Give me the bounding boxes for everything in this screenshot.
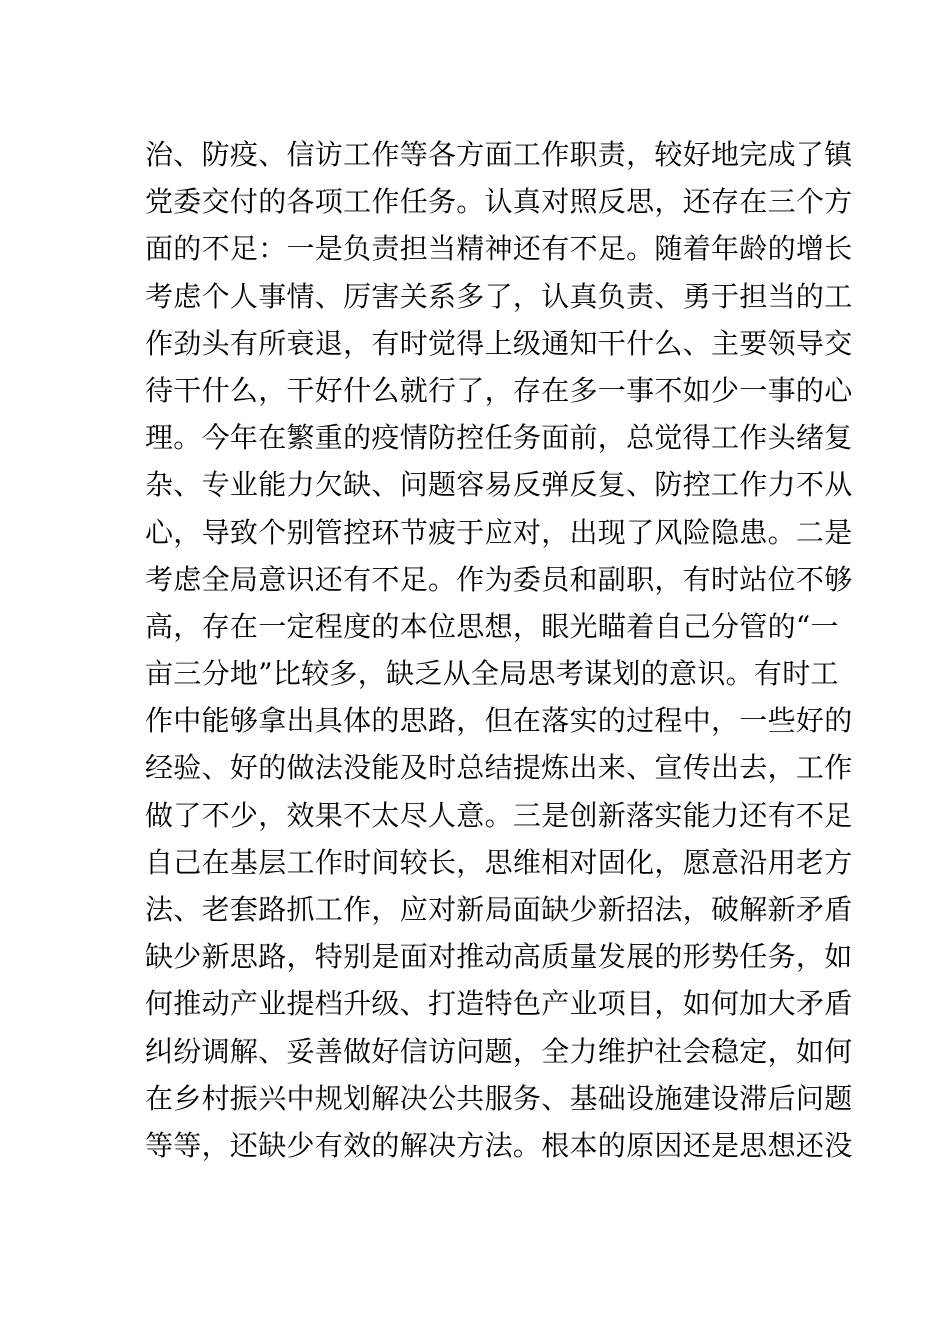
text-line: 何推动产业提档升级、打造特色产业项目，如何加大矛盾 (145, 987, 853, 1021)
text-line: 面的不足：一是负责担当精神还有不足。随着年龄的增长 (145, 232, 853, 266)
text-line: 理。今年在繁重的疫情防控任务面前，总觉得工作头绪复 (145, 421, 853, 455)
text-line: 考虑个人事情、厉害关系多了，认真负责、勇于担当的工 (145, 279, 853, 313)
text-line: 作中能够拿出具体的思路，但在落实的过程中，一些好的 (145, 704, 853, 738)
text-line: 心，导致个别管控环节疲于应对，出现了风险隐患。二是 (145, 515, 853, 549)
text-line: 做了不少，效果不太尽人意。三是创新落实能力还有不足 (145, 798, 853, 832)
text-line: 高，存在一定程度的本位思想，眼光瞄着自己分管的“一 (145, 609, 839, 643)
text-line: 缺少新思路，特别是面对推动高质量发展的形势任务，如 (145, 940, 853, 974)
body-paragraph (145, 131, 853, 1169)
text-line: 党委交付的各项工作任务。认真对照反思，还存在三个方 (145, 185, 853, 219)
text-line: 等等，还缺少有效的解决方法。根本的原因还是思想还没 (145, 1128, 853, 1162)
text-line: 杂、专业能力欠缺、问题容易反弹反复、防控工作力不从 (145, 468, 853, 502)
text-line: 经验、好的做法没能及时总结提炼出来、宣传出去，工作 (145, 751, 853, 785)
text-line: 亩三分地”比较多，缺乏从全局思考谋划的意识。有时工 (145, 657, 839, 691)
text-line: 治、防疫、信访工作等各方面工作职责，较好地完成了镇 (145, 138, 853, 171)
text-line: 自己在基层工作时间较长，思维相对固化，愿意沿用老方 (145, 845, 853, 879)
text-line: 纠纷调解、妥善做好信访问题，全力维护社会稳定，如何 (145, 1034, 853, 1068)
text-line: 作劲头有所衰退，有时觉得上级通知干什么、主要领导交 (145, 326, 853, 360)
text-line: 法、老套路抓工作，应对新局面缺少新招法，破解新矛盾 (145, 893, 853, 926)
text-line: 考虑全局意识还有不足。作为委员和副职，有时站位不够 (145, 562, 853, 596)
text-line: 在乡村振兴中规划解决公共服务、基础设施建设滞后问题 (145, 1081, 853, 1115)
text-line: 待干什么，干好什么就行了，存在多一事不如少一事的心 (145, 373, 853, 407)
